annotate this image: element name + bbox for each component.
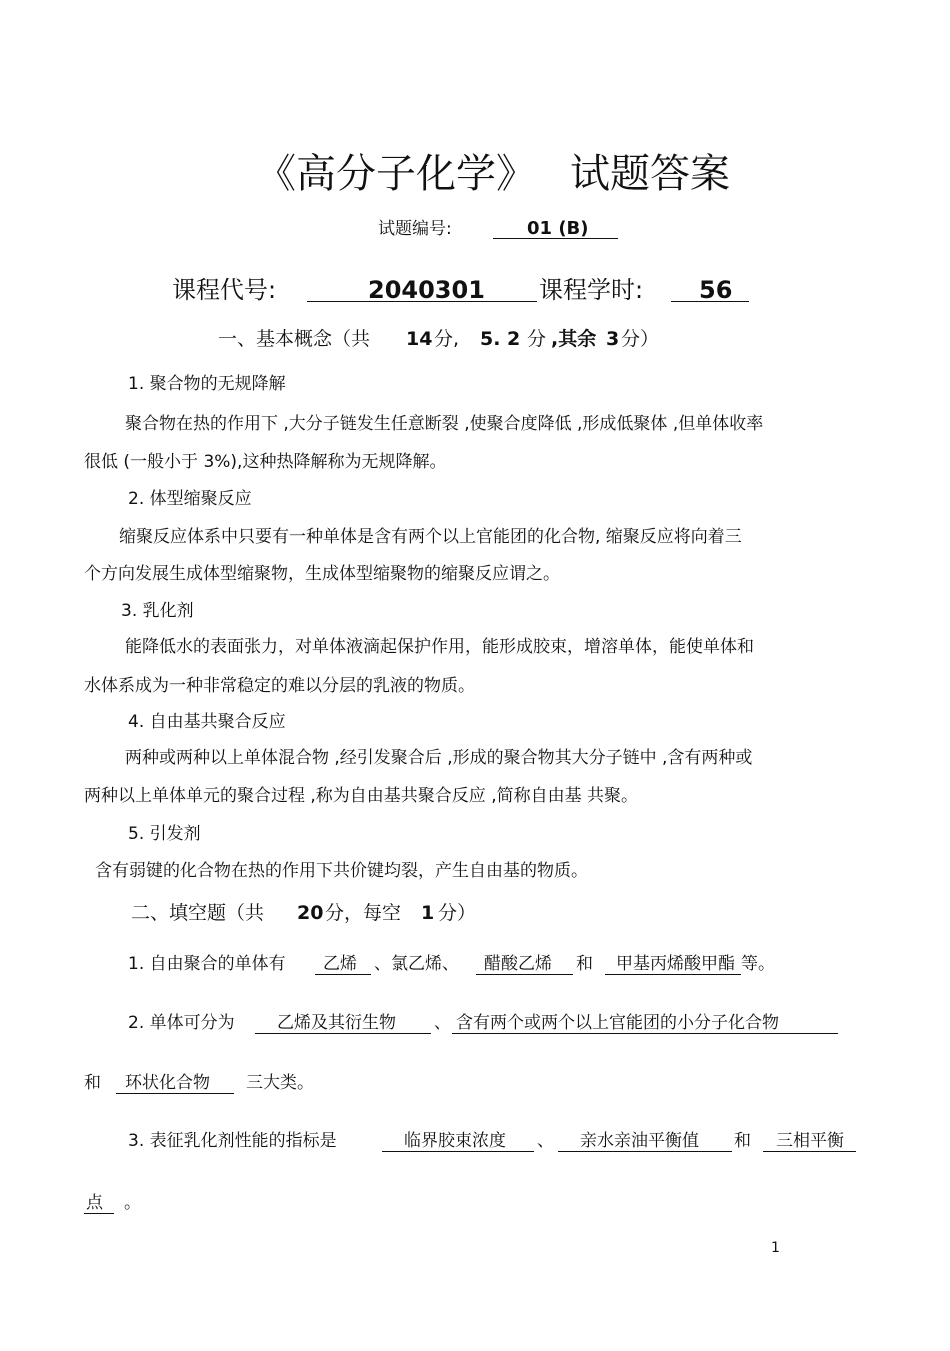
- answer-underline: [255, 1033, 431, 1034]
- fill-answer: 醋酸乙烯: [484, 954, 552, 974]
- course-hours-value: 56: [699, 276, 733, 304]
- section1-heading-b: 14: [406, 328, 433, 350]
- answer-underline: [315, 974, 371, 975]
- page-number: 1: [771, 1240, 780, 1256]
- answer-underline: [558, 1151, 732, 1152]
- term-definition: 能降低水的表面张力，对单体液滴起保护作用，能形成胶束，增溶单体，能使单体和: [125, 637, 754, 657]
- section1-heading-f: ,其余: [551, 328, 597, 350]
- term-definition: 两种或两种以上单体混合物 ,经引发聚合后 ,形成的聚合物其大分子链中 ,含有两种或: [125, 748, 753, 768]
- exam-no-label: 试题编号:: [378, 219, 452, 239]
- exam-no-underline: [493, 238, 618, 239]
- fill-answer: 乙烯及其衍生物: [277, 1013, 396, 1033]
- section1-heading-a: 一、基本概念（共: [218, 328, 371, 350]
- term-title: 2. 体型缩聚反应: [128, 489, 252, 509]
- section1-heading-g: 3: [606, 328, 620, 350]
- fill-answer: 乙烯: [323, 954, 357, 974]
- fill-suffix: 三大类。: [246, 1073, 314, 1093]
- fill-separator: 和: [734, 1131, 751, 1151]
- term-definition: 聚合物在热的作用下 ,大分子链发生任意断裂 ,使聚合度降低 ,形成低聚体 ,但单体收率: [125, 414, 764, 434]
- term-definition: 很低 (一般小于 3%),这种热降解称为无规降解。: [84, 452, 447, 472]
- section1-heading-c: 分,: [434, 328, 460, 350]
- section2-heading-b: 20: [297, 902, 324, 924]
- title-suffix: 试题答案: [570, 151, 730, 197]
- exam-no-value: 01 (B): [527, 218, 589, 239]
- section1-heading-h: 分）: [621, 328, 660, 350]
- fill-separator: 、: [537, 1131, 554, 1151]
- answer-underline: [476, 974, 573, 975]
- fill-answer: 甲基丙烯酸甲酯: [616, 954, 735, 974]
- answer-underline: [382, 1151, 534, 1152]
- term-definition: 水体系成为一种非常稳定的难以分层的乳液的物质。: [84, 676, 475, 696]
- section2-heading-c: 分，每空: [325, 902, 402, 924]
- answer-underline: [116, 1093, 234, 1094]
- fill-answer: 三相平衡: [776, 1131, 844, 1151]
- fill-answer: 点: [86, 1193, 103, 1213]
- fill-suffix: 等。: [741, 954, 775, 974]
- fill-answer: 亲水亲油平衡值: [580, 1131, 699, 1151]
- fill-suffix: 。: [124, 1193, 141, 1213]
- fill-question-prefix: 3. 表征乳化剂性能的指标是: [128, 1131, 337, 1151]
- fill-question-prefix: 2. 单体可分为: [128, 1013, 235, 1033]
- course-hours-label: 课程学时:: [539, 276, 644, 304]
- section1-heading-d: 5. 2: [480, 328, 521, 350]
- title-main: 《高分子化学》: [256, 151, 536, 197]
- term-definition: 个方向发展生成体型缩聚物，生成体型缩聚物的缩聚反应谓之。: [84, 564, 560, 584]
- course-hours-underline: [671, 301, 749, 302]
- fill-separator: 、氯乙烯、: [374, 954, 459, 974]
- answer-underline: [84, 1213, 114, 1214]
- term-definition: 缩聚反应体系中只要有一种单体是含有两个以上官能团的化合物, 缩聚反应将向着三: [119, 527, 742, 547]
- fill-line-prefix: 和: [84, 1073, 101, 1093]
- term-definition: 含有弱键的化合物在热的作用下共价键均裂，产生自由基的物质。: [95, 861, 588, 881]
- fill-answer: 临界胶束浓度: [404, 1131, 506, 1151]
- term-definition: 两种以上单体单元的聚合过程 ,称为自由基共聚合反应 ,简称自由基 共聚。: [84, 786, 639, 806]
- fill-separator: 和: [576, 954, 593, 974]
- fill-separator: 、: [434, 1013, 451, 1033]
- section2-heading-a: 二、填空题（共: [131, 902, 265, 924]
- fill-answer: 环状化合物: [125, 1073, 210, 1093]
- term-title: 4. 自由基共聚合反应: [128, 712, 286, 732]
- fill-answer: 含有两个或两个以上官能团的小分子化合物: [456, 1013, 779, 1033]
- term-title: 3. 乳化剂: [121, 601, 194, 621]
- answer-underline: [763, 1151, 856, 1152]
- answer-underline: [452, 1033, 838, 1034]
- fill-question-prefix: 1. 自由聚合的单体有: [128, 954, 286, 974]
- section1-heading-e: 分: [527, 328, 547, 350]
- section2-heading-d: 1: [421, 902, 435, 924]
- course-code-underline: [307, 301, 537, 302]
- term-title: 1. 聚合物的无规降解: [128, 374, 286, 394]
- section2-heading-e: 分）: [438, 902, 477, 924]
- term-title: 5. 引发剂: [128, 824, 201, 844]
- course-code-value: 2040301: [368, 276, 485, 304]
- course-code-label: 课程代号:: [172, 276, 277, 304]
- answer-underline: [605, 974, 741, 975]
